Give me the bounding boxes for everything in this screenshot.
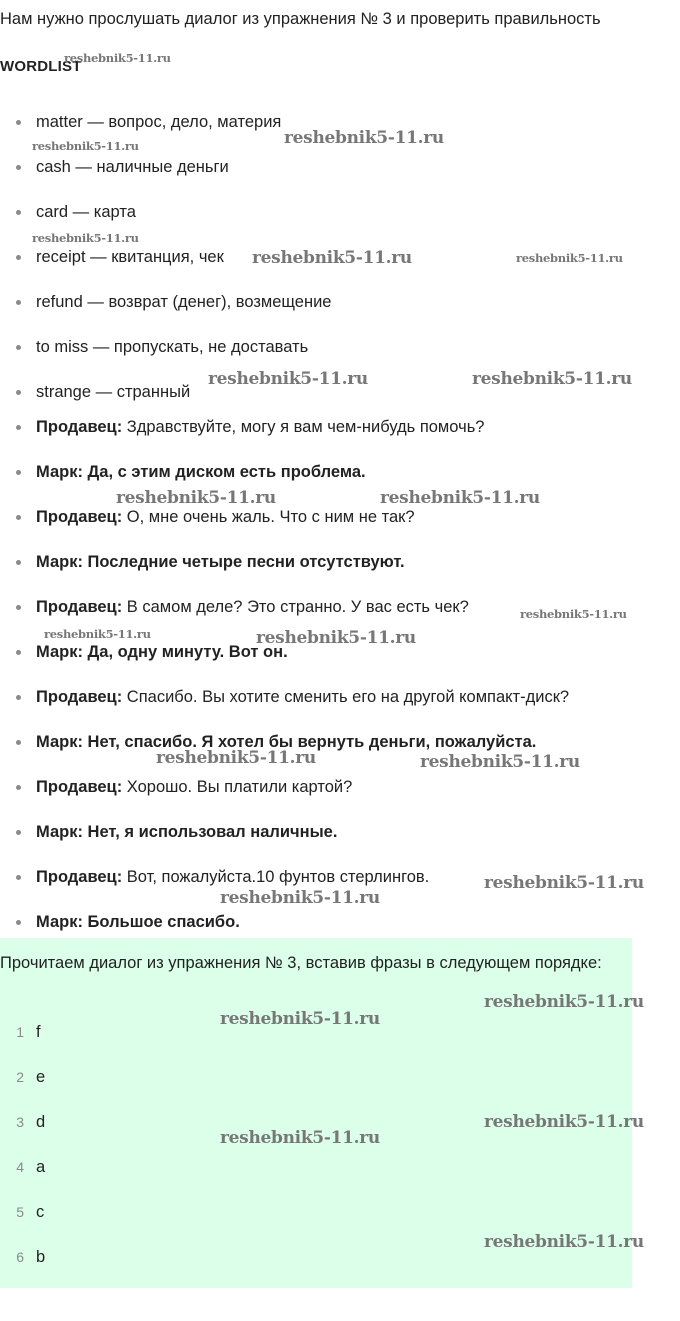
bullet-icon (16, 830, 21, 835)
bullet-icon (16, 650, 21, 655)
watermark: reshebnik5-11.ru (220, 1009, 380, 1029)
dialog-text: В самом деле? Это странно. У вас есть чек? (122, 598, 469, 616)
dialog-text: Вот, пожалуйста.10 фунтов стерлингов. (122, 868, 430, 886)
bullet-icon (16, 390, 21, 395)
answer-item (0, 1065, 200, 1089)
answer-number: 5 (16, 1204, 24, 1220)
watermark: reshebnik5-11.ru (32, 139, 139, 153)
bullet-icon (16, 875, 21, 880)
answer-value: b (36, 1248, 46, 1266)
bullet-icon (16, 605, 21, 610)
watermark: reshebnik5-11.ru (64, 51, 171, 65)
dialog-text: Хорошо. Вы платили картой? (122, 778, 353, 796)
wordlist-item-text: cash — наличные деньги (36, 158, 229, 176)
answer-value: e (36, 1068, 46, 1086)
bullet-icon (16, 425, 21, 430)
dialog-text: О, мне очень жаль. Что с ним не так? (122, 508, 415, 526)
dialog-speaker: Марк: Да, одну минуту. Вот он. (36, 643, 288, 661)
bullet-icon (16, 210, 21, 215)
watermark: reshebnik5-11.ru (32, 231, 139, 245)
wordlist-heading: WORDLIST (0, 58, 82, 75)
dialog-speaker: Продавец: (36, 508, 123, 526)
wordlist-item-text: matter — вопрос, дело, материя (36, 113, 282, 131)
wordlist-item-text: card — карта (36, 203, 136, 221)
watermark: reshebnik5-11.ru (220, 888, 380, 908)
dialog-speaker: Марк: Да, с этим диском есть проблема. (36, 463, 366, 481)
answer-number: 2 (16, 1069, 24, 1085)
watermark: reshebnik5-11.ru (516, 251, 623, 265)
answer-number: 4 (16, 1159, 24, 1175)
watermark: reshebnik5-11.ru (472, 369, 632, 389)
bullet-icon (16, 785, 21, 790)
bullet-icon (16, 695, 21, 700)
answer-number: 6 (16, 1249, 24, 1265)
dialog-speaker: Марк: Нет, я использовал наличные. (36, 823, 338, 841)
watermark: reshebnik5-11.ru (284, 128, 444, 148)
bullet-icon (16, 120, 21, 125)
watermark: reshebnik5-11.ru (256, 628, 416, 648)
wordlist-item-text: strange — странный (36, 383, 191, 401)
answer-text: Прочитаем диалог из упражнения № 3, вставив фразы в следующем порядке: (0, 954, 602, 972)
dialog-speaker: Продавец: (36, 778, 123, 796)
watermark: reshebnik5-11.ru (484, 873, 644, 893)
watermark: reshebnik5-11.ru (520, 607, 627, 621)
watermark: reshebnik5-11.ru (484, 1112, 644, 1132)
bullet-icon (16, 515, 21, 520)
bullet-icon (16, 740, 21, 745)
answer-value: f (36, 1023, 41, 1041)
dialog-speaker: Марк: Нет, спасибо. Я хотел бы вернуть деньги, пожалуйста. (36, 733, 537, 751)
dialog-speaker: Продавец: (36, 868, 123, 886)
answer-item (0, 1110, 200, 1134)
answer-value: a (36, 1158, 46, 1176)
answer-item (0, 1155, 200, 1179)
watermark: reshebnik5-11.ru (484, 1232, 644, 1252)
bullet-icon (16, 255, 21, 260)
answer-number: 3 (16, 1114, 24, 1130)
answer-item (0, 1245, 200, 1269)
answer-number: 1 (16, 1024, 24, 1040)
bullet-icon (16, 165, 21, 170)
watermark: reshebnik5-11.ru (252, 248, 412, 268)
bullet-icon (16, 345, 21, 350)
bullet-icon (16, 470, 21, 475)
watermark: reshebnik5-11.ru (44, 627, 151, 641)
watermark: reshebnik5-11.ru (420, 752, 580, 772)
bullet-icon (16, 920, 21, 925)
dialog-speaker: Продавец: (36, 598, 123, 616)
bullet-icon (16, 560, 21, 565)
bullet-icon (16, 300, 21, 305)
wordlist-item-text: to miss — пропускать, не доставать (36, 338, 309, 356)
watermark: reshebnik5-11.ru (220, 1128, 380, 1148)
answer-value: c (36, 1203, 45, 1221)
watermark: reshebnik5-11.ru (484, 992, 644, 1012)
dialog-speaker: Продавец: (36, 688, 123, 706)
watermark: reshebnik5-11.ru (156, 748, 316, 768)
watermark: reshebnik5-11.ru (116, 488, 276, 508)
dialog-text: Спасибо. Вы хотите сменить его на другой компакт-диск? (122, 688, 570, 706)
answer-item (0, 1020, 200, 1044)
dialog-speaker: Марк: Последние четыре песни отсутствуют. (36, 553, 405, 571)
dialog-speaker: Марк: Большое спасибо. (36, 913, 240, 931)
watermark: reshebnik5-11.ru (208, 369, 368, 389)
answer-value: d (36, 1113, 46, 1131)
watermark: reshebnik5-11.ru (380, 488, 540, 508)
wordlist-item-text: receipt — квитанция, чек (36, 248, 224, 266)
dialog-text: Здравствуйте, могу я вам чем-нибудь помочь? (122, 418, 485, 436)
intro-text: Нам нужно прослушать диалог из упражнения № 3 и проверить правильность (0, 10, 601, 28)
dialog-speaker: Продавец: (36, 418, 123, 436)
answer-item (0, 1200, 200, 1224)
wordlist-item-text: refund — возврат (денег), возмещение (36, 293, 332, 311)
